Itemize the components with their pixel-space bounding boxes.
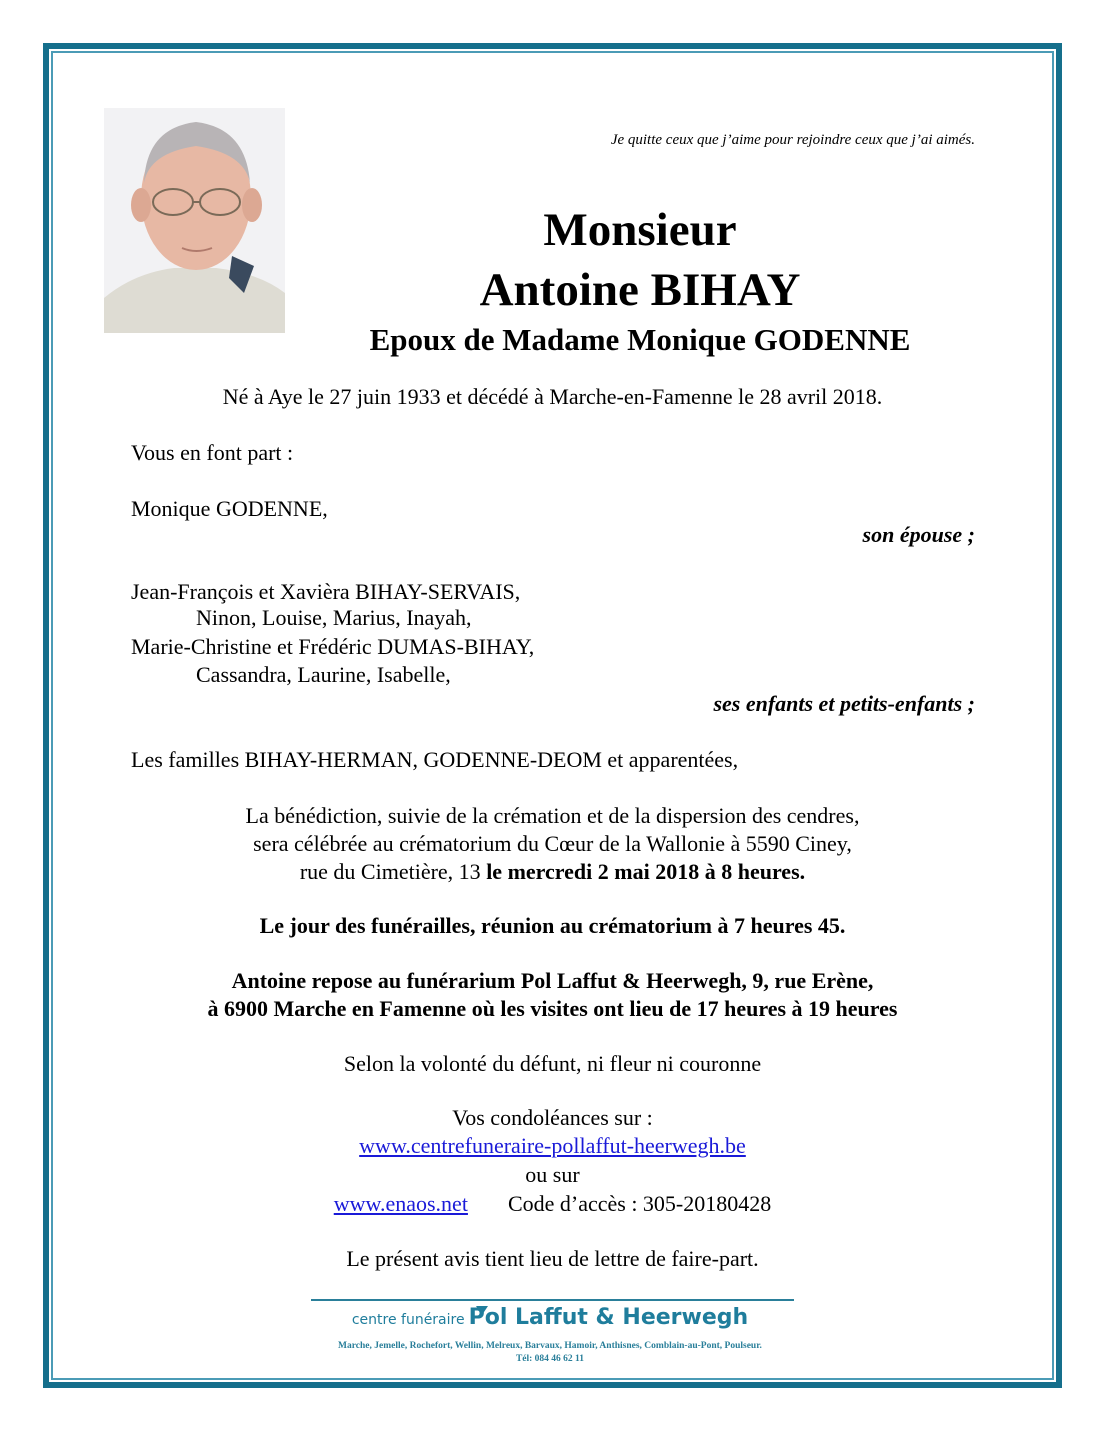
closing-line: Le présent avis tient lieu de lettre de faire-part. (346, 1246, 759, 1271)
ceremony-line-1: La bénédiction, suivie de la crémation et de la dispersion des cendres, (245, 803, 860, 828)
family-line: Marie-Christine et Frédéric DUMAS-BIHAY, (131, 634, 535, 659)
ceremony-line-3 (110, 859, 995, 885)
rest-line-1: Antoine repose au funérarium Pol Laffut & Heerwegh, 9, rue Erène, (231, 968, 874, 993)
deceased-name: Antoine BIHAY (479, 264, 801, 316)
logo-towns: Marche, Jemelle, Rochefort, Wellin, Melreux, Barvaux, Hamoir, Anthisnes, Comblain-au-Pont, Poulseur. (338, 1341, 762, 1351)
portrait-image (104, 108, 285, 333)
funeral-center-link[interactable]: www.centrefuneraire-pollaffut-heerwegh.be (359, 1133, 746, 1158)
spouse-name: Monique GODENNE, (131, 496, 328, 521)
logo-name: Pol Laffut & Heerwegh (468, 1305, 749, 1330)
logo-phone: Tél: 084 46 62 11 (515, 1354, 585, 1364)
condolences-intro: Vos condoléances sur : (452, 1105, 653, 1130)
families-line: Les familles BIHAY-HERMAN, GODENNE-DEOM et apparentées, (131, 747, 739, 772)
family-line: Cassandra, Laurine, Isabelle, (196, 662, 451, 687)
enaos-link[interactable]: www.enaos.net (333, 1191, 468, 1216)
spouse-line: Epoux de Madame Monique GODENNE (369, 322, 911, 357)
family-line: Ninon, Louise, Marius, Inayah, (196, 605, 472, 630)
condolences-link-row (110, 1133, 995, 1159)
or-on: ou sur (525, 1162, 580, 1187)
meeting-line: Le jour des funérailles, réunion au crématorium à 7 heures 45. (259, 913, 846, 938)
ceremony-date: le mercredi 2 mai 2018 à 8 heures. (486, 859, 806, 884)
enaos-row (110, 1191, 995, 1217)
honorific: Monsieur (543, 204, 737, 256)
spouse-role: son épouse ; (862, 522, 975, 547)
epitaph-quote: Je quitte ceux que j’aime pour rejoindre ceux que j’ai aimés. (610, 132, 975, 148)
portrait-photo (104, 108, 285, 333)
funeral-home-logo (300, 1305, 800, 1330)
birth-death-line: Né à Aye le 27 juin 1933 et décédé à Marche-en-Famenne le 28 avril 2018. (222, 384, 883, 409)
ceremony-address: rue du Cimetière, 13 (299, 859, 487, 884)
logo-tagline: centre funéraire (351, 1312, 465, 1328)
footer-divider (311, 1299, 794, 1301)
announce-intro: Vous en font part : (131, 440, 294, 465)
rest-line-2: à 6900 Marche en Famenne où les visites ont lieu de 17 heures à 19 heures (207, 996, 898, 1021)
ceremony-line-2: sera célébrée au crématorium du Cœur de la Wallonie à 5590 Ciney, (253, 831, 852, 856)
family-line: Jean-François et Xavièra BIHAY-SERVAIS, (131, 579, 521, 604)
wish-line: Selon la volonté du défunt, ni fleur ni couronne (343, 1051, 762, 1076)
children-role: ses enfants et petits-enfants ; (713, 691, 975, 716)
access-code: Code d’accès : 305-20180428 (507, 1191, 772, 1216)
